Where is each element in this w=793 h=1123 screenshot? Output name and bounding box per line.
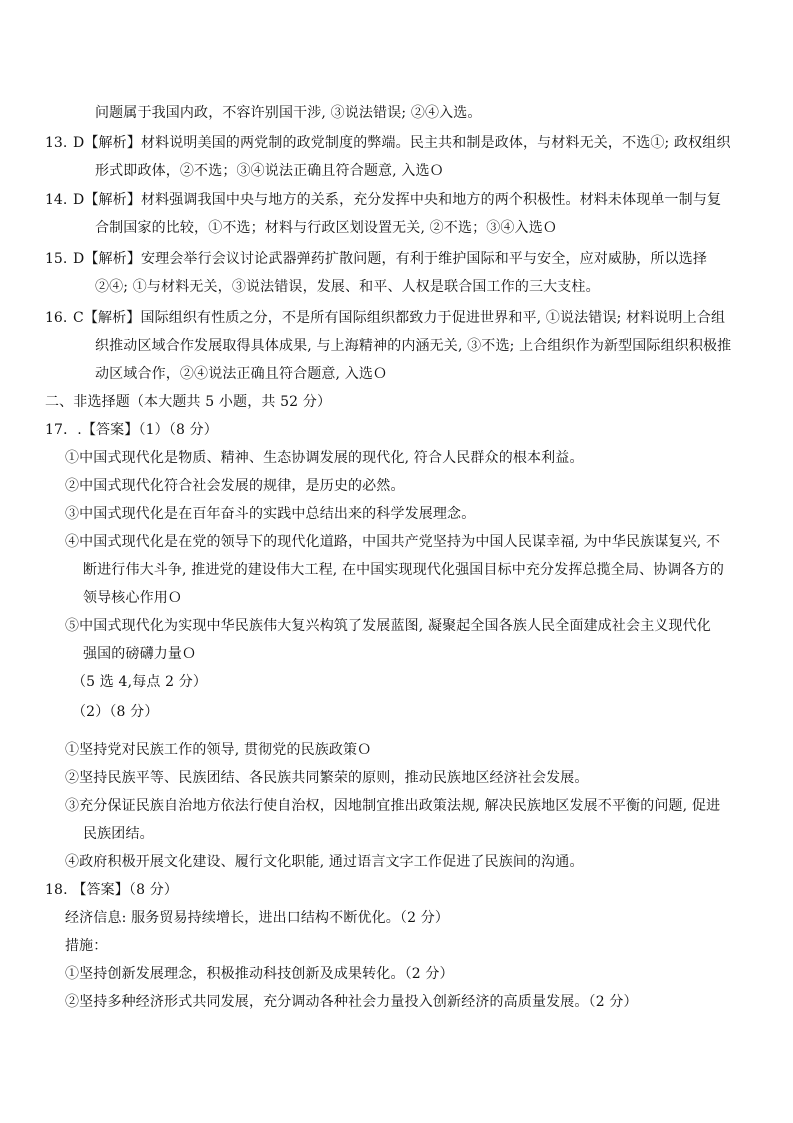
- answer-14-line-2: 合制国家的比较，①不选；材料与行政区划设置无关, ②不选；③④入选Ｏ: [95, 220, 557, 236]
- answer-16-line-2: 织推动区域合作发展取得具体成果, 与上海精神的内涵无关, ③不选; 上合组织作为新型国际组织积极推: [95, 338, 732, 354]
- answer-13-line-1: D【解析】材料说明美国的两党制的政党制度的弊端。民主共和制是政体，与材料无关，不选①; 政权组织: [73, 135, 731, 151]
- answer-18-heading: 18. 【答案】（8 分）: [45, 882, 179, 898]
- answer-17-point-5-line-2: 强国的磅礴力量Ｏ: [83, 646, 197, 662]
- answer-13-line-2: 形式即政体，②不选；③④说法正确且符合题意, 入选Ｏ: [95, 163, 444, 179]
- answer-14-line-1: D【解析】材料强调我国中央与地方的关系，充分发挥中央和地方的两个积极性。材料未体现单一制与复: [73, 192, 722, 208]
- answer-17-part-2-heading: （2）（8 分）: [72, 704, 159, 720]
- question-number-14: 14.: [45, 192, 68, 208]
- answer-17-2-point-3-line-2: 民族团结。: [83, 826, 154, 842]
- answer-17-point-4-line-2: 断进行伟大斗争, 推进党的建设伟大工程, 在中国实现现代化强国目标中充分发挥总揽全局、协调各方的: [83, 562, 724, 578]
- section-heading: 二、非选择题（本大题共 5 小题，共 52 分）: [45, 394, 332, 410]
- answer-16-line-3: 动区域合作，②④说法正确且符合题意, 入选Ｏ: [95, 366, 388, 382]
- answer-17-point-2: ②中国式现代化符合社会发展的规律，是历史的必然。: [65, 478, 405, 494]
- answer-17-point-4-line-1: ④中国式现代化是在党的领导下的现代化道路，中国共产党坚持为中国人民谋幸福, 为中华民族谋复兴, 不: [65, 534, 721, 550]
- question-number-16: 16.: [45, 310, 68, 326]
- answer-17-point-3: ③中国式现代化是在百年奋斗的实践中总结出来的科学发展理念。: [65, 506, 476, 522]
- answer-18-measure-1: ①坚持创新发展理念，积极推动科技创新及成果转化。（2 分）: [65, 966, 454, 982]
- answer-17-2-point-4: ④政府积极开展文化建设、履行文化职能, 通过语言文字工作促进了民族间的沟通。: [65, 854, 584, 870]
- answer-18-economic-info: 经济信息: 服务贸易持续增长，进出口结构不断优化。（2 分）: [65, 910, 450, 926]
- text-line: 问题属于我国内政，不容许别国干涉, ③说法错误; ②④入选。: [95, 105, 482, 121]
- answer-18-measure-2: ②坚持多种经济形式共同发展，充分调动各种社会力量投入创新经济的高质量发展。（2 分）: [65, 994, 638, 1010]
- answer-17-2-point-1: ①坚持党对民族工作的领导, 贯彻党的民族政策Ｏ: [65, 742, 372, 758]
- answer-17-heading: 17．.【答案】（1）（8 分）: [45, 422, 218, 438]
- answer-15-line-2: ②④; ①与材料无关，③说法错误，发展、和平、人权是联合国工作的三大支柱。: [95, 279, 600, 295]
- answer-18-measures-label: 措施：: [65, 938, 108, 954]
- question-number-13: 13.: [45, 135, 68, 151]
- answer-17-2-point-3-line-1: ③充分保证民族自治地方依法行使自治权，因地制宜推出政策法规, 解决民族地区发展不平衡的问题, 促进: [65, 798, 721, 814]
- answer-17-point-5-line-1: ⑤中国式现代化为实现中华民族伟大复兴构筑了发展蓝图, 凝聚起全国各族人民全面建成社会主义现代化: [65, 618, 711, 634]
- scoring-note: （5 选 4,每点 2 分）: [72, 674, 208, 690]
- answer-15-line-1: D【解析】安理会举行会议讨论武器弹药扩散问题，有利于维护国际和平与安全，应对威胁，所以选择: [73, 251, 707, 267]
- answer-16-line-1: C【解析】国际组织有性质之分，不是所有国际组织都致力于促进世界和平, ①说法错误; 材料说明上合组: [73, 310, 726, 326]
- answer-17-point-4-line-3: 领导核心作用Ｏ: [83, 590, 183, 606]
- answer-17-2-point-2: ②坚持民族平等、民族团结、各民族共同繁荣的原则，推动民族地区经济社会发展。: [65, 770, 589, 786]
- answer-17-point-1: ①中国式现代化是物质、精神、生态协调发展的现代化, 符合人民群众的根本利益。: [65, 450, 584, 466]
- question-number-15: 15.: [45, 251, 68, 267]
